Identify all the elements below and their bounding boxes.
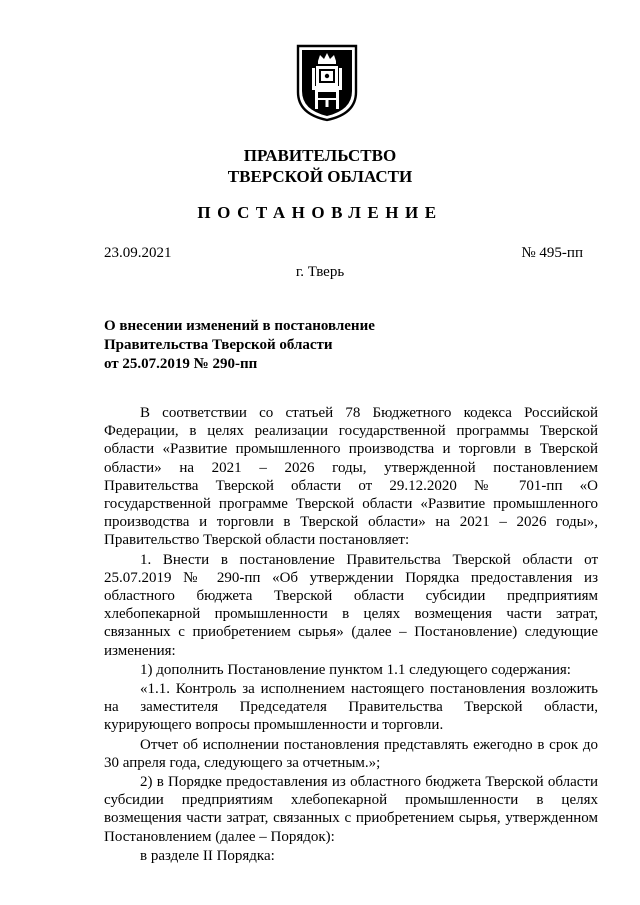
document-number: № 495-пп [521, 245, 583, 261]
organization-name-line2: ТВЕРСКОЙ ОБЛАСТИ [227, 167, 413, 186]
organization-name-line1: ПРАВИТЕЛЬСТВО [243, 146, 397, 165]
document-title-line: Правительства Тверской области [104, 337, 333, 353]
body-paragraph: «1.1. Контроль за исполнением настоящего постановления возложить на заместителя Председателя Правительства Тверской области, курирующего вопросы промышленности и торговли. [104, 681, 598, 734]
document-city: г. Тверь [295, 264, 345, 280]
body-paragraph: В соответствии со статьей 78 Бюджетного кодекса Российской Федерации, в целях реализации государственной программы Тверской области «Развитие промышленного производства и торговли в Тверской области» на 2021 – 2026 годы, утвержденной постановлением Правительства Тверской области от 29.12.2020 № 701-пп «О государственной программе Тверской области «Развитие промышленного производства и торговли в Тверской области» на 2021 – 2026 годы», Правительство Тверской области постановляет: [104, 405, 598, 549]
document-type: ПОСТАНОВЛЕНИЕ [197, 203, 443, 222]
document-title-line: О внесении изменений в постановление [104, 318, 375, 334]
document-title-line: от 25.07.2019 № 290-пп [104, 356, 258, 372]
body-paragraph: 1) дополнить Постановление пунктом 1.1 следующего содержания: [140, 661, 571, 678]
coat-of-arms-icon [296, 44, 358, 122]
document-body [104, 404, 598, 865]
body-paragraph: 2) в Порядке предоставления из областного бюджета Тверской области субсидии предприятиям хлебопекарной промышленности в целях возмещения части затрат, связанных с приобретением сырья, утвержденном Постановлением (далее – Порядок): [104, 774, 598, 845]
body-paragraph: 1. Внести в постановление Правительства Тверской области от 25.07.2019 № 290-пп «Об утверждении Порядка предоставления из областного бюджета Тверской области субсидии предприятиям хлебопекарной промышленности в целях возмещения части затрат, связанных с приобретением сырья» (далее – Постановление) следующие изменения: [104, 551, 598, 659]
document-date: 23.09.2021 [104, 245, 172, 261]
body-paragraph: в разделе II Порядка: [140, 847, 275, 864]
document-title [104, 317, 375, 374]
body-paragraph: Отчет об исполнении постановления представлять ежегодно в срок до 30 апреля года, следующего за отчетным.»; [104, 736, 598, 771]
